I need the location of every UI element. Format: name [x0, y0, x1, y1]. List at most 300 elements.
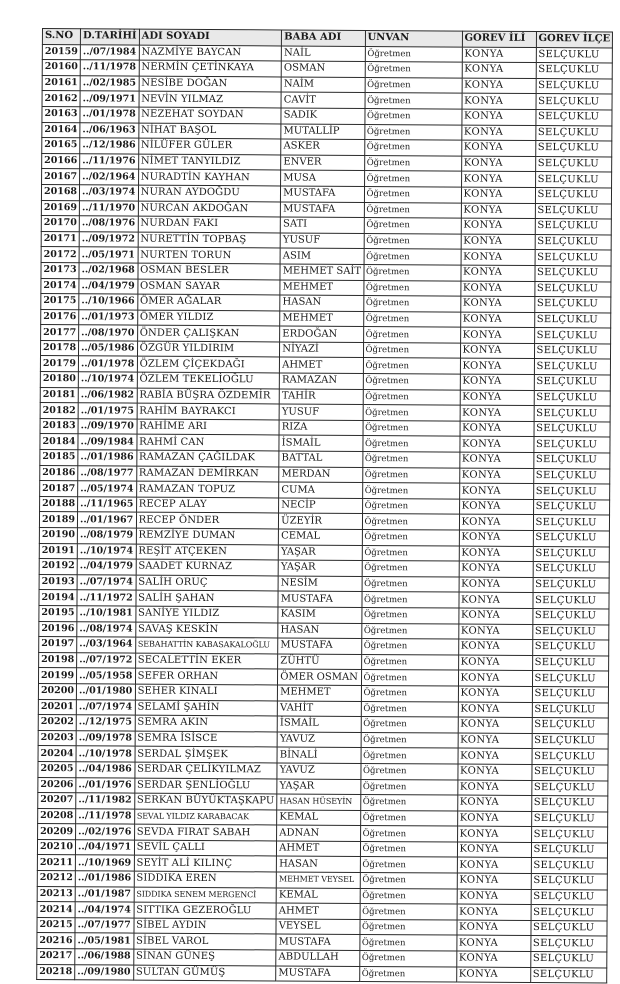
cell-district: SELÇUKLU [534, 328, 611, 344]
cell-title: Öğretmen [362, 545, 459, 561]
cell-province: KONYA [459, 452, 533, 468]
cell-title: Öğretmen [361, 607, 458, 623]
cell-father-name: ABDULLAH [276, 950, 359, 966]
cell-sno: 20169 [41, 200, 79, 216]
cell-birth-date: ../11/1978 [80, 60, 139, 76]
cell-full-name: SIDDIKA SENEM MERGENCİ [134, 887, 277, 903]
cell-district: SELÇUKLU [535, 141, 612, 157]
cell-birth-date: ../04/1979 [79, 278, 138, 294]
cell-sno: 20189 [39, 512, 77, 528]
cell-province: KONYA [460, 390, 534, 406]
cell-title: Öğretmen [360, 795, 457, 811]
cell-district: SELÇUKLU [536, 47, 613, 63]
cell-district: SELÇUKLU [536, 63, 613, 79]
cell-full-name: SECALETTİN EKER [135, 653, 278, 669]
cell-district: SELÇUKLU [532, 686, 609, 702]
cell-title: Öğretmen [363, 374, 460, 390]
cell-province: KONYA [458, 639, 532, 655]
cell-birth-date: ../09/1971 [80, 91, 139, 107]
cell-title: Öğretmen [364, 124, 461, 140]
cell-full-name: RECEP ALAY [136, 497, 279, 513]
cell-father-name: YUSUF [280, 233, 363, 249]
cell-sno: 20187 [40, 481, 78, 497]
cell-sno: 20182 [40, 403, 78, 419]
cell-title: Öğretmen [360, 826, 457, 842]
cell-full-name: REŞİT ATÇEKEN [136, 544, 279, 560]
cell-full-name: SAVAŞ KESKİN [135, 622, 278, 638]
cell-title: Öğretmen [360, 841, 457, 857]
cell-province: KONYA [460, 281, 534, 297]
cell-district: SELÇUKLU [532, 718, 609, 734]
cell-title: Öğretmen [360, 857, 457, 873]
cell-full-name: RAHİME ARI [137, 419, 280, 435]
cell-full-name: NESİBE DOĞAN [139, 76, 282, 92]
cell-sno: 20179 [40, 356, 78, 372]
cell-sno: 20172 [41, 247, 79, 263]
cell-district: SELÇUKLU [533, 515, 610, 531]
cell-district: SELÇUKLU [533, 453, 610, 469]
cell-birth-date: ../11/1970 [79, 200, 138, 216]
cell-birth-date: ../07/1977 [75, 918, 134, 934]
cell-sno: 20213 [37, 886, 75, 902]
cell-birth-date: ../09/1972 [79, 231, 138, 247]
cell-province: KONYA [457, 889, 531, 905]
cell-title: Öğretmen [364, 202, 461, 218]
cell-district: SELÇUKLU [535, 109, 612, 125]
cell-sno: 20209 [38, 824, 76, 840]
cell-title: Öğretmen [364, 186, 461, 202]
cell-district: SELÇUKLU [533, 468, 610, 484]
cell-full-name: ÖZLEM TEKELİOĞLU [137, 372, 280, 388]
cell-father-name: VAHİT [277, 700, 360, 716]
cell-full-name: NEZEHAT SOYDAN [139, 107, 282, 123]
cell-birth-date: ../01/1980 [76, 684, 135, 700]
cell-full-name: SULTAN GÜMÜŞ [133, 965, 276, 981]
cell-title: Öğretmen [363, 280, 460, 296]
cell-father-name: ADNAN [277, 825, 360, 841]
cell-birth-date: ../07/1984 [80, 44, 139, 60]
cell-father-name: MEHMET [280, 279, 363, 295]
cell-province: KONYA [462, 47, 536, 63]
cell-title: Öğretmen [359, 935, 456, 951]
header-father-name: BABA ADI [282, 30, 365, 46]
cell-title: Öğretmen [361, 639, 458, 655]
cell-title: Öğretmen [363, 358, 460, 374]
cell-sno: 20160 [42, 60, 80, 76]
cell-title: Öğretmen [359, 950, 456, 966]
cell-sno: 20183 [40, 418, 78, 434]
cell-father-name: CEMAL [279, 529, 362, 545]
cell-birth-date: ../10/1974 [77, 543, 136, 559]
cell-district: SELÇUKLU [534, 312, 611, 328]
cell-birth-date: ../05/1971 [79, 247, 138, 263]
cell-title: Öğretmen [360, 904, 457, 920]
cell-province: KONYA [460, 296, 534, 312]
cell-sno: 20186 [40, 465, 78, 481]
cell-title: Öğretmen [365, 93, 462, 109]
cell-birth-date: ../04/1979 [77, 559, 136, 575]
cell-province: KONYA [462, 78, 536, 94]
cell-title: Öğretmen [361, 748, 458, 764]
cell-title: Öğretmen [364, 233, 461, 249]
cell-father-name: NAİM [281, 77, 364, 93]
cell-sno: 20188 [40, 496, 78, 512]
cell-province: KONYA [457, 764, 531, 780]
cell-full-name: SIDDIKA EREN [134, 871, 277, 887]
cell-sno: 20197 [39, 637, 77, 653]
cell-father-name: YAVUZ [277, 763, 360, 779]
cell-full-name: RAMAZAN DEMİRKAN [136, 466, 279, 482]
cell-full-name: SEHER KINALI [135, 684, 278, 700]
cell-district: SELÇUKLU [535, 172, 612, 188]
cell-birth-date: ../11/1982 [76, 793, 135, 809]
cell-full-name: NURAN AYDOĞDU [138, 185, 281, 201]
cell-father-name: BATTAL [279, 451, 362, 467]
cell-district: SELÇUKLU [530, 936, 607, 952]
cell-title: Öğretmen [359, 966, 456, 982]
cell-sno: 20192 [39, 559, 77, 575]
cell-full-name: ÖZGÜR YILDIRIM [137, 341, 280, 357]
cell-title: Öğretmen [362, 529, 459, 545]
cell-title: Öğretmen [364, 249, 461, 265]
cell-father-name: KEMAL [277, 810, 360, 826]
cell-title: Öğretmen [361, 717, 458, 733]
cell-district: SELÇUKLU [533, 546, 610, 562]
cell-father-name: MEHMET [278, 685, 361, 701]
cell-title: Öğretmen [360, 888, 457, 904]
cell-father-name: ENVER [281, 155, 364, 171]
cell-sno: 20163 [42, 106, 80, 122]
cell-title: Öğretmen [361, 701, 458, 717]
cell-district: SELÇUKLU [535, 125, 612, 141]
cell-sno: 20204 [38, 746, 76, 762]
cell-district: SELÇUKLU [531, 780, 608, 796]
cell-district: SELÇUKLU [534, 406, 611, 422]
cell-district: SELÇUKLU [532, 593, 609, 609]
cell-birth-date: ../06/1988 [75, 949, 134, 965]
cell-title: Öğretmen [362, 498, 459, 514]
cell-province: KONYA [458, 592, 532, 608]
cell-district: SELÇUKLU [532, 702, 609, 718]
cell-sno: 20185 [40, 450, 78, 466]
cell-father-name: MEHMET VEYSEL [276, 872, 359, 888]
cell-birth-date: ../05/1974 [78, 481, 137, 497]
cell-province: KONYA [462, 62, 536, 78]
cell-district: SELÇUKLU [534, 281, 611, 297]
cell-birth-date: ../04/1986 [76, 762, 135, 778]
cell-province: KONYA [457, 842, 531, 858]
cell-father-name: RIZA [279, 420, 362, 436]
cell-father-name: ASIM [280, 248, 363, 264]
cell-father-name: MEHMET [280, 311, 363, 327]
cell-father-name: OSMAN [281, 61, 364, 77]
cell-district: SELÇUKLU [534, 265, 611, 281]
cell-birth-date: ../09/1978 [76, 730, 135, 746]
cell-district: SELÇUKLU [530, 952, 607, 968]
cell-father-name: KASIM [278, 607, 361, 623]
cell-full-name: SEBAHATTİN KABASAKALOĞLU [135, 637, 278, 653]
cell-title: Öğretmen [363, 342, 460, 358]
cell-province: KONYA [461, 249, 535, 265]
cell-birth-date: ../04/1971 [76, 840, 135, 856]
cell-district: SELÇUKLU [532, 733, 609, 749]
cell-birth-date: ../10/1978 [76, 746, 135, 762]
cell-province: KONYA [459, 530, 533, 546]
cell-province: KONYA [457, 858, 531, 874]
cell-sno: 20203 [38, 730, 76, 746]
cell-title: Öğretmen [361, 623, 458, 639]
cell-province: KONYA [457, 873, 531, 889]
cell-sno: 20206 [38, 777, 76, 793]
cell-full-name: SİBEL VAROL [134, 934, 277, 950]
cell-father-name: MUSTAFA [276, 966, 359, 982]
cell-title: Öğretmen [363, 296, 460, 312]
cell-province: KONYA [459, 577, 533, 593]
cell-district: SELÇUKLU [532, 624, 609, 640]
cell-father-name: YAŞAR [278, 560, 361, 576]
cell-sno: 20201 [38, 699, 76, 715]
cell-father-name: HASAN HÜSEYİN [277, 794, 360, 810]
cell-father-name: ERDOĞAN [280, 326, 363, 342]
cell-full-name: RAHİM BAYRAKCI [137, 403, 280, 419]
header-birth-date: D.TARİHİ [80, 29, 139, 45]
cell-province: KONYA [460, 405, 534, 421]
cell-district: SELÇUKLU [534, 343, 611, 359]
cell-full-name: NİMET TANYILDIZ [138, 154, 281, 170]
cell-title: Öğretmen [361, 685, 458, 701]
cell-father-name: TAHİR [279, 389, 362, 405]
cell-father-name: NESİM [278, 576, 361, 592]
cell-sno: 20208 [38, 808, 76, 824]
cell-province: KONYA [457, 780, 531, 796]
cell-full-name: SEMRA İSİSCE [135, 731, 278, 747]
cell-full-name: NURCAN AKDOĞAN [138, 201, 281, 217]
cell-birth-date: ../11/1976 [80, 153, 139, 169]
cell-district: SELÇUKLU [531, 874, 608, 890]
cell-father-name: KEMAL [276, 888, 359, 904]
cell-title: Öğretmen [360, 873, 457, 889]
cell-father-name: CUMA [279, 482, 362, 498]
cell-birth-date: ../05/1986 [79, 341, 138, 357]
cell-district: SELÇUKLU [530, 920, 607, 936]
cell-father-name: HASAN [277, 856, 360, 872]
cell-father-name: MUSTAFA [281, 201, 364, 217]
cell-district: SELÇUKLU [531, 842, 608, 858]
cell-sno: 20165 [42, 138, 80, 154]
cell-sno: 20195 [39, 605, 77, 621]
cell-birth-date: ../06/1963 [80, 122, 139, 138]
cell-sno: 20210 [37, 839, 75, 855]
cell-birth-date: ../01/1976 [76, 777, 135, 793]
cell-full-name: REMZİYE DUMAN [136, 528, 279, 544]
cell-father-name: BİNALİ [277, 747, 360, 763]
cell-province: KONYA [458, 624, 532, 640]
cell-title: Öğretmen [361, 670, 458, 686]
cell-full-name: SİBEL AYDIN [134, 918, 277, 934]
cell-province: KONYA [460, 327, 534, 343]
cell-province: KONYA [461, 156, 535, 172]
cell-sno: 20200 [38, 683, 76, 699]
cell-province: KONYA [456, 920, 530, 936]
cell-sno: 20177 [41, 325, 79, 341]
cell-father-name: CAVİT [281, 92, 364, 108]
cell-province: KONYA [459, 546, 533, 562]
cell-father-name: HASAN [280, 295, 363, 311]
cell-full-name: SERKAN BÜYÜKTAŞKAPU [134, 793, 277, 809]
cell-sno: 20162 [42, 91, 80, 107]
header-province: GOREV İLİ [462, 31, 536, 47]
cell-father-name: YAŞAR [278, 545, 361, 561]
cell-full-name: RABİA BÜŞRA ÖZDEMİR [137, 388, 280, 404]
cell-birth-date: ../07/1974 [77, 575, 136, 591]
cell-province: KONYA [457, 826, 531, 842]
cell-province: KONYA [458, 686, 532, 702]
cell-province: KONYA [458, 670, 532, 686]
cell-full-name: SEVİL ÇALLI [134, 840, 277, 856]
cell-province: KONYA [458, 608, 532, 624]
cell-birth-date: ../01/1978 [78, 356, 137, 372]
cell-title: Öğretmen [365, 62, 462, 78]
cell-title: Öğretmen [363, 311, 460, 327]
cell-birth-date: ../05/1958 [77, 668, 136, 684]
cell-birth-date: ../06/1982 [78, 387, 137, 403]
cell-birth-date: ../01/1986 [75, 871, 134, 887]
cell-sno: 20212 [37, 871, 75, 887]
cell-province: KONYA [461, 125, 535, 141]
cell-title: Öğretmen [365, 46, 462, 62]
cell-sno: 20190 [39, 527, 77, 543]
cell-full-name: NERMİN ÇETİNKAYA [139, 60, 282, 76]
cell-full-name: SAADET KURNAZ [136, 559, 279, 575]
cell-district: SELÇUKLU [534, 390, 611, 406]
cell-province: KONYA [458, 702, 532, 718]
cell-province: KONYA [460, 265, 534, 281]
cell-province: KONYA [460, 359, 534, 375]
cell-province: KONYA [458, 717, 532, 733]
cell-title: Öğretmen [359, 919, 456, 935]
cell-birth-date: ../08/1976 [79, 216, 138, 232]
cell-birth-date: ../07/1974 [76, 699, 135, 715]
cell-district: SELÇUKLU [535, 234, 612, 250]
cell-birth-date: ../02/1985 [80, 76, 139, 92]
header-district: GOREV İLÇE [536, 32, 613, 48]
cell-district: SELÇUKLU [535, 187, 612, 203]
cell-province: KONYA [459, 561, 533, 577]
cell-district: SELÇUKLU [535, 250, 612, 266]
cell-district: SELÇUKLU [533, 484, 610, 500]
cell-full-name: SEYİT ALİ KILINÇ [134, 856, 277, 872]
cell-district: SELÇUKLU [531, 827, 608, 843]
cell-sno: 20181 [40, 387, 78, 403]
cell-title: Öğretmen [362, 561, 459, 577]
cell-province: KONYA [462, 93, 536, 109]
cell-birth-date: ../09/1984 [78, 434, 137, 450]
cell-district: SELÇUKLU [533, 499, 610, 515]
cell-province: KONYA [461, 218, 535, 234]
cell-birth-date: ../12/1986 [80, 138, 139, 154]
cell-sno: 20175 [41, 294, 79, 310]
cell-title: Öğretmen [363, 264, 460, 280]
cell-sno: 20159 [42, 44, 80, 60]
cell-district: SELÇUKLU [531, 796, 608, 812]
cell-title: Öğretmen [360, 779, 457, 795]
cell-province: KONYA [459, 499, 533, 515]
cell-sno: 20170 [41, 216, 79, 232]
cell-father-name: MUTALLİP [281, 124, 364, 140]
cell-birth-date: ../12/1975 [76, 715, 135, 731]
cell-birth-date: ../02/1964 [80, 169, 139, 185]
cell-title: Öğretmen [365, 77, 462, 93]
cell-district: SELÇUKLU [530, 967, 607, 983]
cell-father-name: MEHMET SAİT [280, 264, 363, 280]
cell-father-name: ZÜHTÜ [278, 654, 361, 670]
cell-district: SELÇUKLU [532, 608, 609, 624]
cell-birth-date: ../01/1986 [78, 450, 137, 466]
cell-sno: 20191 [39, 543, 77, 559]
cell-full-name: SITTIKA GEZEROĞLU [134, 902, 277, 918]
cell-birth-date: ../10/1966 [79, 294, 138, 310]
cell-father-name: NAİL [281, 46, 364, 62]
cell-birth-date: ../09/1970 [78, 419, 137, 435]
cell-sno: 20196 [39, 621, 77, 637]
cell-title: Öğretmen [360, 763, 457, 779]
cell-birth-date: ../09/1980 [75, 964, 134, 980]
cell-full-name: OSMAN SAYAR [138, 279, 281, 295]
cell-district: SELÇUKLU [531, 811, 608, 827]
cell-province: KONYA [459, 436, 533, 452]
cell-father-name: SADIK [281, 108, 364, 124]
cell-district: SELÇUKLU [534, 297, 611, 313]
cell-district: SELÇUKLU [533, 577, 610, 593]
cell-birth-date: ../03/1974 [80, 185, 139, 201]
cell-full-name: SERDAL ŞİMŞEK [135, 746, 278, 762]
cell-sno: 20166 [42, 153, 80, 169]
cell-full-name: SANİYE YILDIZ [136, 606, 279, 622]
cell-district: SELÇUKLU [533, 562, 610, 578]
cell-sno: 20202 [38, 715, 76, 731]
cell-full-name: NURDAN FAKI [138, 216, 281, 232]
cell-full-name: SELAMİ ŞAHİN [135, 700, 278, 716]
cell-birth-date: ../10/1974 [78, 372, 137, 388]
cell-province: KONYA [456, 951, 530, 967]
cell-birth-date: ../10/1969 [75, 855, 134, 871]
cell-birth-date: ../05/1981 [75, 933, 134, 949]
cell-birth-date: ../01/1973 [79, 309, 138, 325]
cell-father-name: AHMET [280, 357, 363, 373]
cell-father-name: YAŞAR [277, 778, 360, 794]
cell-birth-date: ../01/1975 [78, 403, 137, 419]
cell-title: Öğretmen [364, 171, 461, 187]
cell-sno: 20178 [40, 340, 78, 356]
cell-birth-date: ../01/1967 [78, 512, 137, 528]
cell-full-name: SEVAL YILDIZ KARABACAK [134, 809, 277, 825]
cell-district: SELÇUKLU [531, 858, 608, 874]
cell-father-name: MERDAN [279, 467, 362, 483]
cell-father-name: YUSUF [279, 404, 362, 420]
cell-father-name: VEYSEL [276, 919, 359, 935]
cell-sno: 20171 [41, 231, 79, 247]
cell-birth-date: ../11/1972 [77, 590, 136, 606]
cell-full-name: ÖMER YILDIZ [137, 310, 280, 326]
cell-father-name: RAMAZAN [279, 373, 362, 389]
cell-district: SELÇUKLU [532, 655, 609, 671]
cell-father-name: MUSTAFA [278, 638, 361, 654]
cell-full-name: NİLÜFER GÜLER [138, 138, 281, 154]
cell-sno: 20168 [41, 184, 79, 200]
cell-birth-date: ../11/1978 [76, 808, 135, 824]
cell-sno: 20173 [41, 262, 79, 278]
cell-full-name: ÖZLEM ÇİÇEKDAĞI [137, 357, 280, 373]
